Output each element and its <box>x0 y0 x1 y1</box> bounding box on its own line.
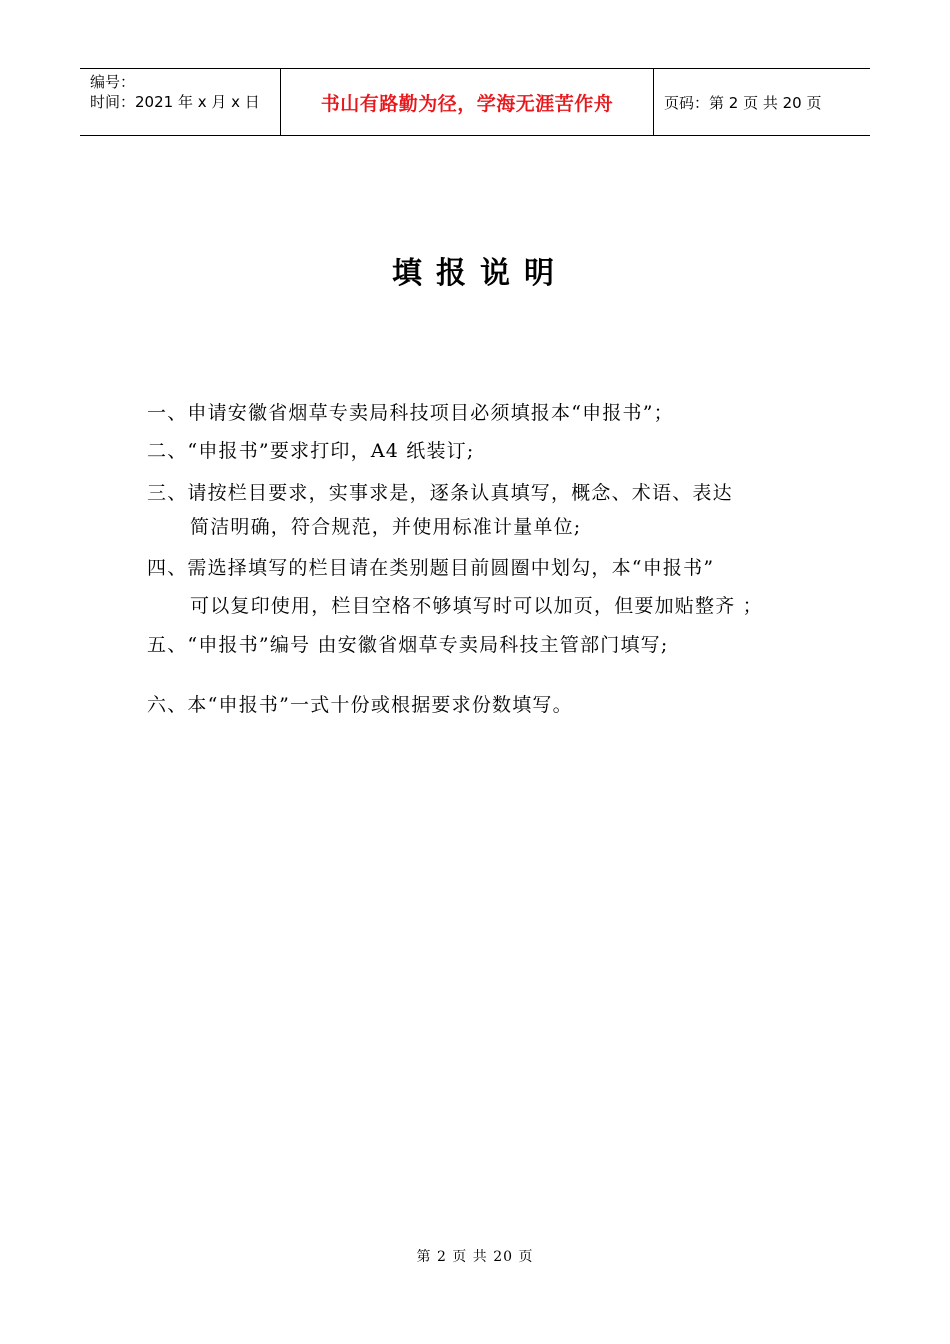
document-title: 填报说明 <box>392 256 568 291</box>
header-page-cell <box>654 69 870 135</box>
instruction-item-2: 二、“申报书”要求打印，A4 纸装订; <box>147 440 475 462</box>
document-number-label: 编号： <box>90 73 136 91</box>
document-date-label: 时间：2021 年 x 月 x 日 <box>90 93 260 111</box>
instruction-item-1: 一、申请安徽省烟草专卖局科技项目必须填报本“申报书”； <box>147 402 674 424</box>
instruction-item-3-continuation: 简洁明确，符合规范，并使用标准计量单位; <box>190 516 582 538</box>
page-footer: 第 2 页 共 20 页 <box>416 1249 534 1265</box>
header-motto-cell <box>281 69 654 135</box>
instruction-item-5: 五、“申报书”编号 由安徽省烟草专卖局科技主管部门填写; <box>147 634 669 656</box>
instruction-item-4-continuation: 可以复印使用，栏目空格不够填写时可以加页，但要加贴整齐 ； <box>190 595 763 617</box>
header-motto: 书山有路勤为径，学海无涯苦作舟 <box>320 92 614 115</box>
page-header <box>80 68 870 136</box>
instruction-item-3: 三、请按栏目要求，实事求是，逐条认真填写，概念、术语、表达 <box>147 482 733 504</box>
instruction-item-6: 六、本“申报书”一式十份或根据要求份数填写。 <box>147 694 573 716</box>
header-page-info: 页码：第 2 页 共 20 页 <box>664 93 822 112</box>
instruction-item-4: 四、需选择填写的栏目请在类别题目前圆圈中划勾，本“申报书” <box>147 557 715 579</box>
header-meta-cell <box>80 69 281 135</box>
